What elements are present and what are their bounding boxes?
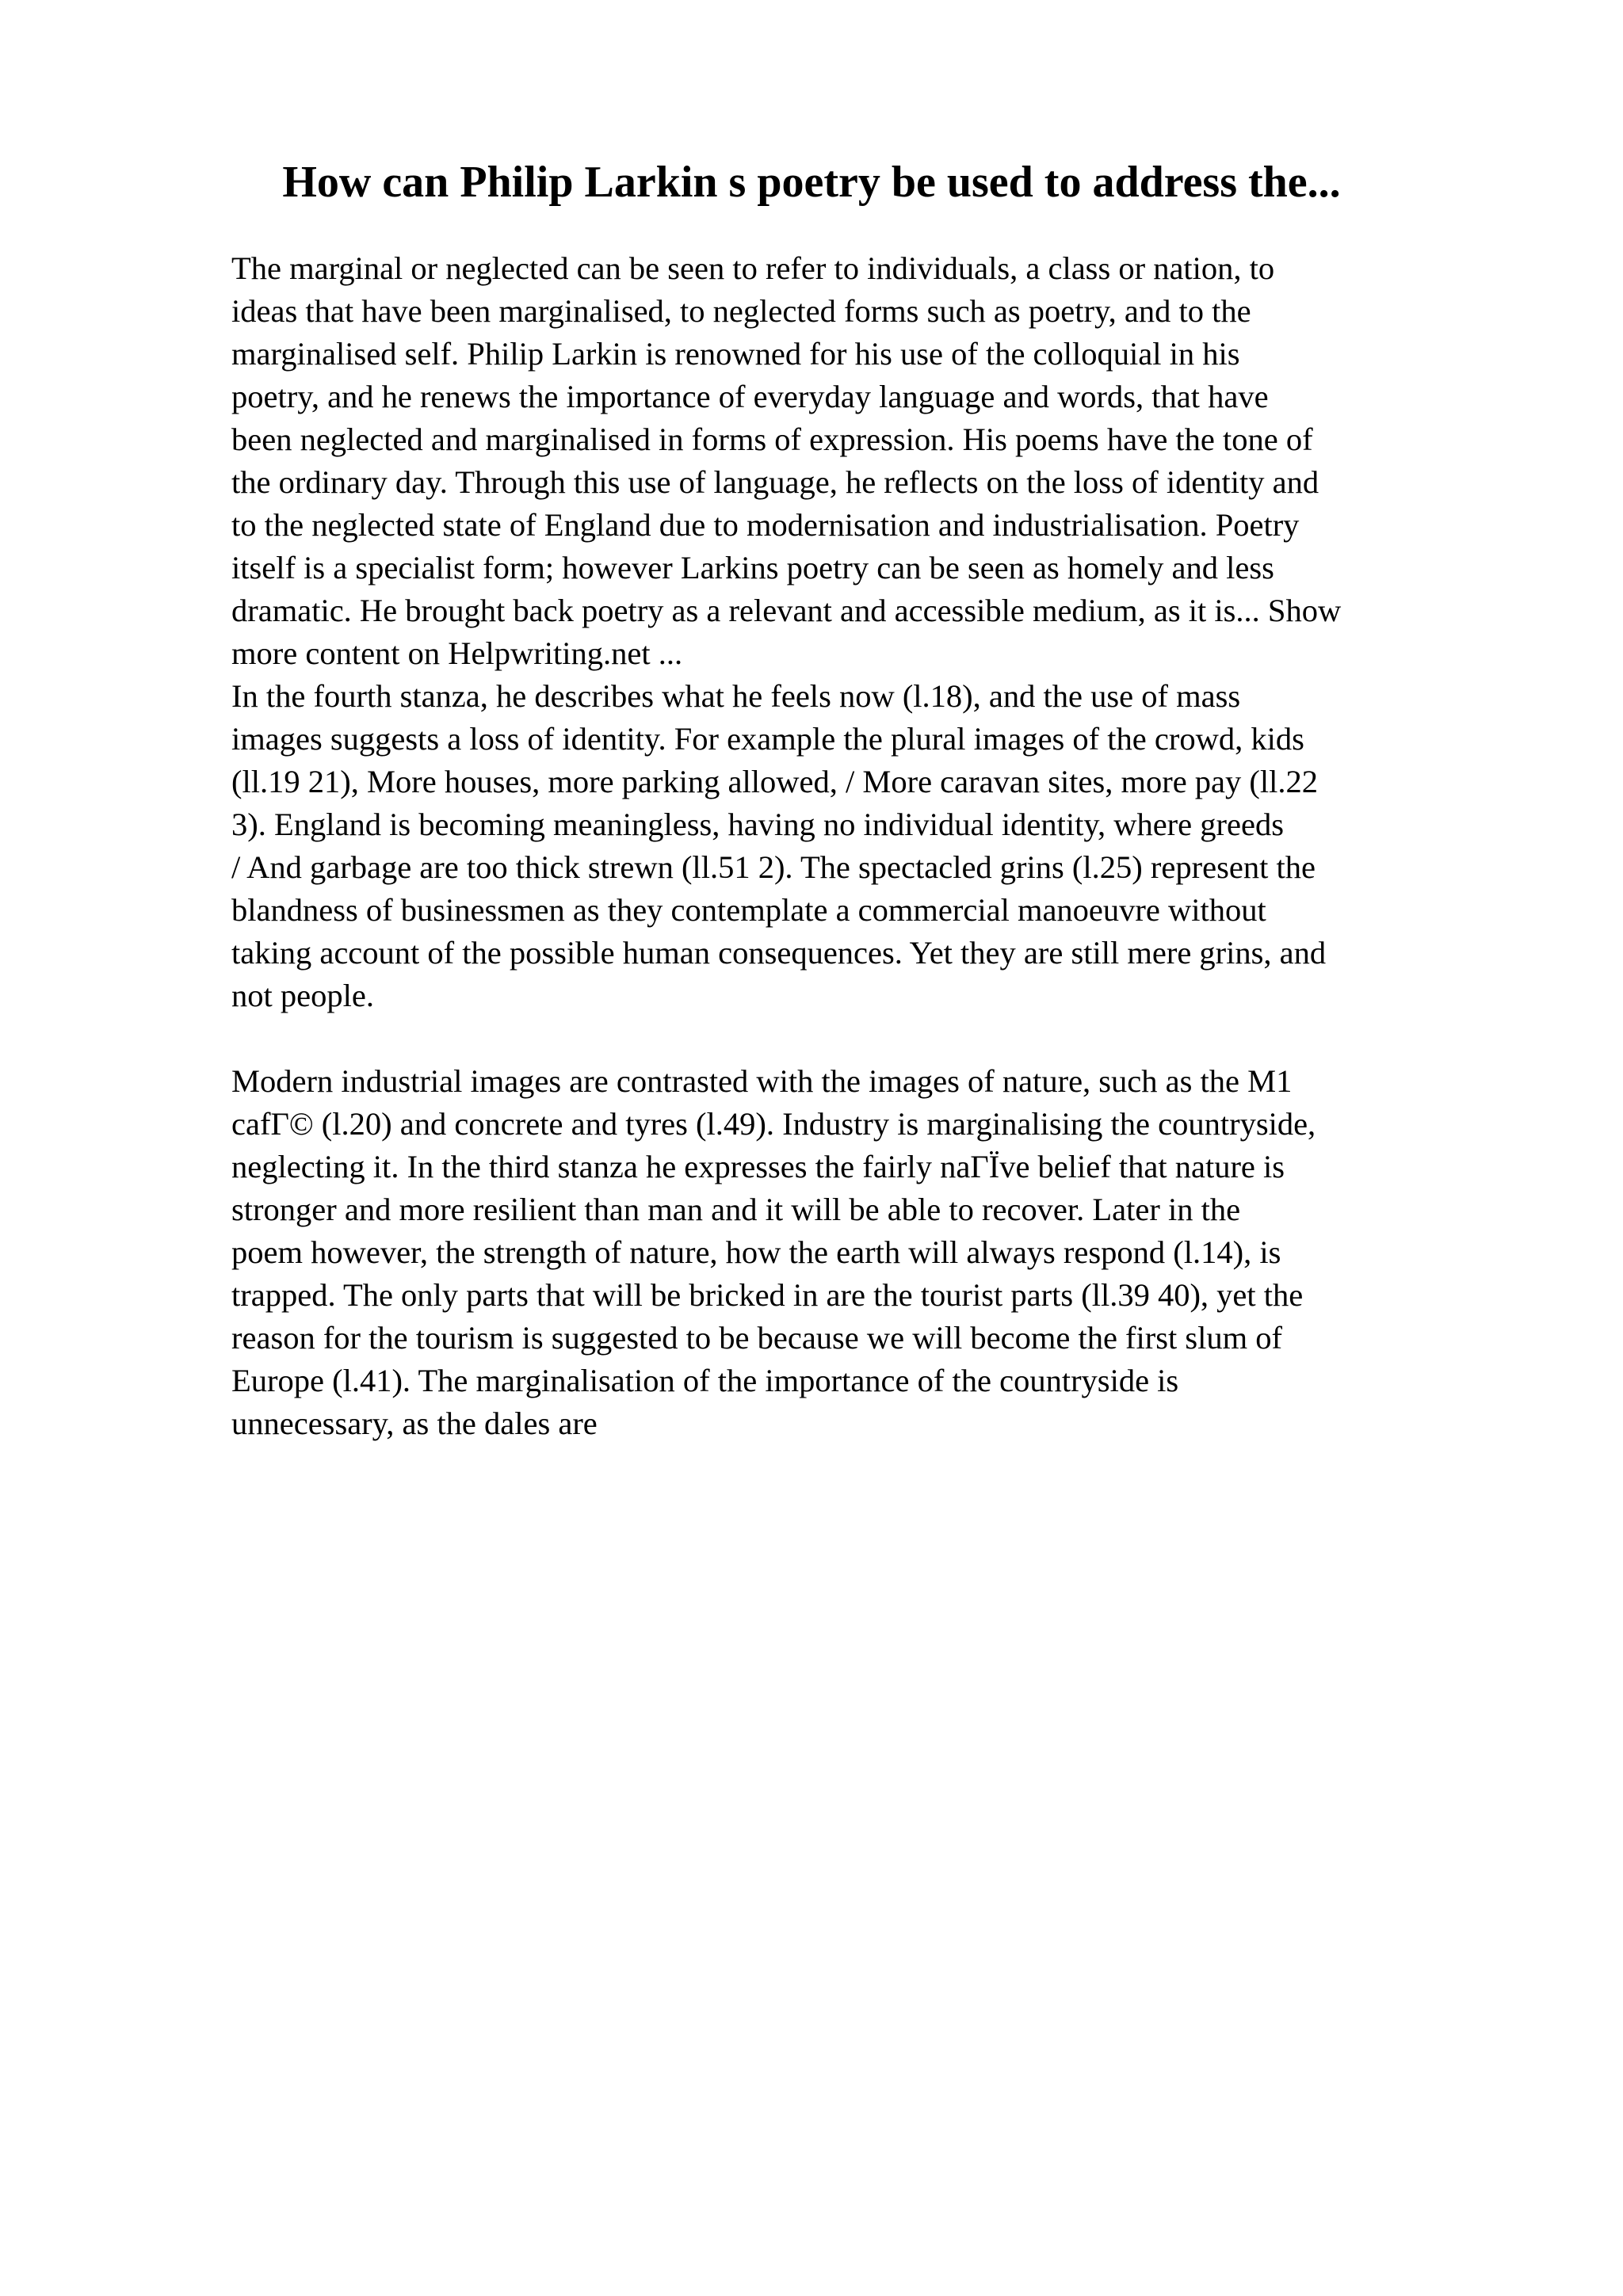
text-line: stronger and more resilient than man and it will be able to recover. Later in the — [231, 1192, 1241, 1227]
text-line: poetry, and he renews the importance of everyday language and words, that have — [231, 379, 1269, 414]
text-line: trapped. The only parts that will be bricked in are the tourist parts (ll.39 40), yet the — [231, 1277, 1304, 1313]
text-line: reason for the tourism is suggested to be because we will become the first slum of — [231, 1320, 1283, 1356]
paragraph-2 — [231, 675, 1515, 1017]
text-line: ideas that have been marginalised, to neglected forms such as poetry, and to the — [231, 293, 1251, 329]
text-line: more content on Helpwriting.net ... — [231, 635, 683, 671]
text-line: itself is a specialist form; however Larkins poetry can be seen as homely and less — [231, 550, 1274, 585]
text-line: been neglected and marginalised in forms of expression. His poems have the tone of — [231, 421, 1313, 457]
text-line: Modern industrial images are contrasted with the images of nature, such as the M1 — [231, 1063, 1293, 1099]
text-line: cafГ© (l.20) and concrete and tyres (l.49). Industry is marginalising the countryside, — [231, 1106, 1316, 1142]
text-line: The marginal or neglected can be seen to refer to individuals, a class or nation, to — [231, 250, 1275, 286]
text-line: (ll.19 21), More houses, more parking allowed, / More caravan sites, more pay (ll.22 — [231, 764, 1319, 799]
text-line: not people. — [231, 978, 374, 1013]
text-line: images suggests a loss of identity. For example the plural images of the crowd, kids — [231, 721, 1304, 757]
text-line: unnecessary, as the dales are — [231, 1405, 598, 1441]
text-line: blandness of businessmen as they contemplate a commercial manoeuvre without — [231, 892, 1266, 928]
document-title: How can Philip Larkin s poetry be used to address the... — [282, 158, 1341, 207]
text-line: poem however, the strength of nature, how the earth will always respond (l.14), is — [231, 1234, 1281, 1270]
text-line: Europe (l.41). The marginalisation of the importance of the countryside is — [231, 1363, 1179, 1398]
text-line: the ordinary day. Through this use of language, he reflects on the loss of identity and — [231, 464, 1319, 500]
text-line: 3). England is becoming meaningless, having no individual identity, where greeds — [231, 807, 1284, 842]
text-line: taking account of the possible human consequences. Yet they are still mere grins, and — [231, 935, 1327, 971]
text-line: to the neglected state of England due to modernisation and industrialisation. Poetry — [231, 507, 1300, 543]
paragraph-spacer — [231, 1017, 1515, 1060]
text-line: In the fourth stanza, he describes what he feels now (l.18), and the use of mass — [231, 678, 1241, 714]
text-line: / And garbage are too thick strewn (ll.51 2). The spectacled grins (l.25) represent the — [231, 849, 1316, 885]
paragraph-3 — [231, 1060, 1515, 1445]
text-line: neglecting it. In the third stanza he expresses the fairly naГЇve belief that nature is — [231, 1149, 1285, 1184]
paragraph-1 — [231, 247, 1515, 675]
document-body — [231, 247, 1515, 1445]
text-line: marginalised self. Philip Larkin is renowned for his use of the colloquial in his — [231, 336, 1240, 372]
text-line: dramatic. He brought back poetry as a relevant and accessible medium, as it is... Show — [231, 593, 1342, 628]
